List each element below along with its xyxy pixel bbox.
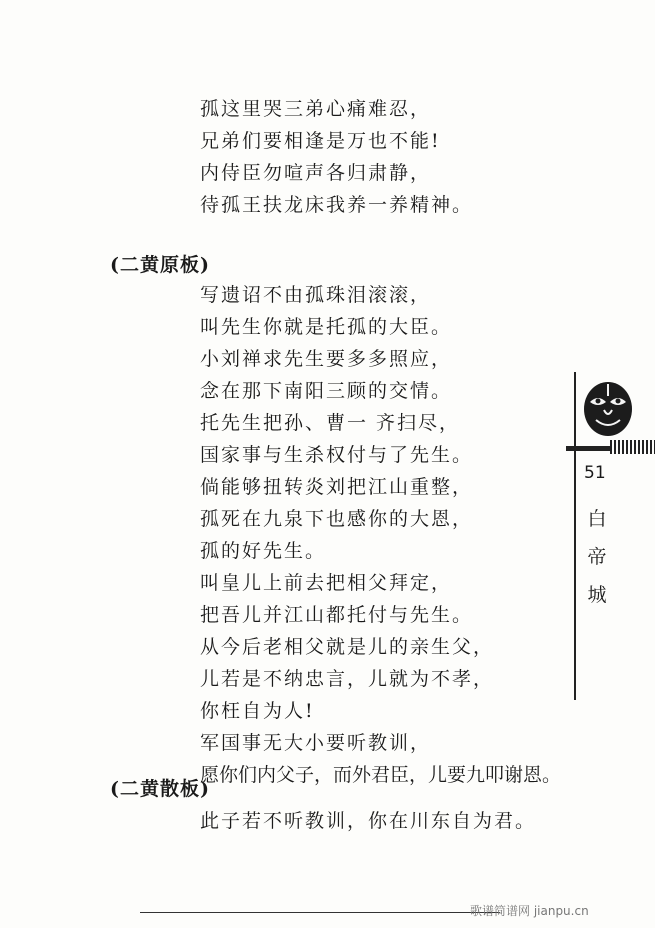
watermark: 歌谱简谱网 jianpu.cn xyxy=(470,904,589,918)
opera-mask-icon xyxy=(582,380,634,438)
lyric-line: 写遗诏不由孤珠泪滚滚， xyxy=(200,284,432,306)
lyric-line: 愿你们内父子，而外君臣，儿要九叩谢恩。 xyxy=(200,764,562,786)
lyric-line: 孤这里哭三弟心痛难忍， xyxy=(200,98,432,120)
bottom-rule xyxy=(140,912,500,913)
lyric-line: 儿若是不纳忠言，儿就为不孝， xyxy=(200,668,495,690)
lyric-line: 兄弟们要相逢是万也不能! xyxy=(200,130,441,152)
page-number: 51 xyxy=(584,463,606,483)
lyric-line: 托先生把孙、曹一 齐扫尽， xyxy=(200,412,461,434)
sidebar-hatch xyxy=(610,440,655,454)
lyric-line: 军国事无大小要听教训， xyxy=(200,732,432,754)
lyric-line: 国家事与生杀权付与了先生。 xyxy=(200,444,474,466)
lyric-line: 孤的好先生。 xyxy=(200,540,327,562)
section-heading: (二黄原板) xyxy=(110,254,210,276)
lyric-line: 把吾儿并江山都托付与先生。 xyxy=(200,604,474,626)
sidebar-rule xyxy=(574,372,576,700)
lyric-line: 叫先生你就是托孤的大臣。 xyxy=(200,316,453,338)
lyric-line: 小刘禅求先生要多多照应， xyxy=(200,348,453,370)
section-heading: (二黄散板) xyxy=(110,778,210,800)
lyric-line: 孤死在九泉下也感你的大恩， xyxy=(200,508,474,530)
lyric-line: 你枉自为人! xyxy=(200,700,315,722)
lyric-line: 此子若不听教训，你在川东自为君。 xyxy=(200,810,537,832)
lyric-line: 叫皇儿上前去把相父拜定， xyxy=(200,572,453,594)
lyric-line: 倘能够扭转炎刘把江山重整， xyxy=(200,476,474,498)
vertical-title: 白帝城 xyxy=(587,508,607,606)
lyric-line: 待孤王扶龙床我养一养精神。 xyxy=(200,194,474,216)
lyric-line: 从今后老相父就是儿的亲生父， xyxy=(200,636,495,658)
lyric-line: 内侍臣勿喧声各归肃静， xyxy=(200,162,432,184)
lyric-line: 念在那下南阳三顾的交情。 xyxy=(200,380,453,402)
